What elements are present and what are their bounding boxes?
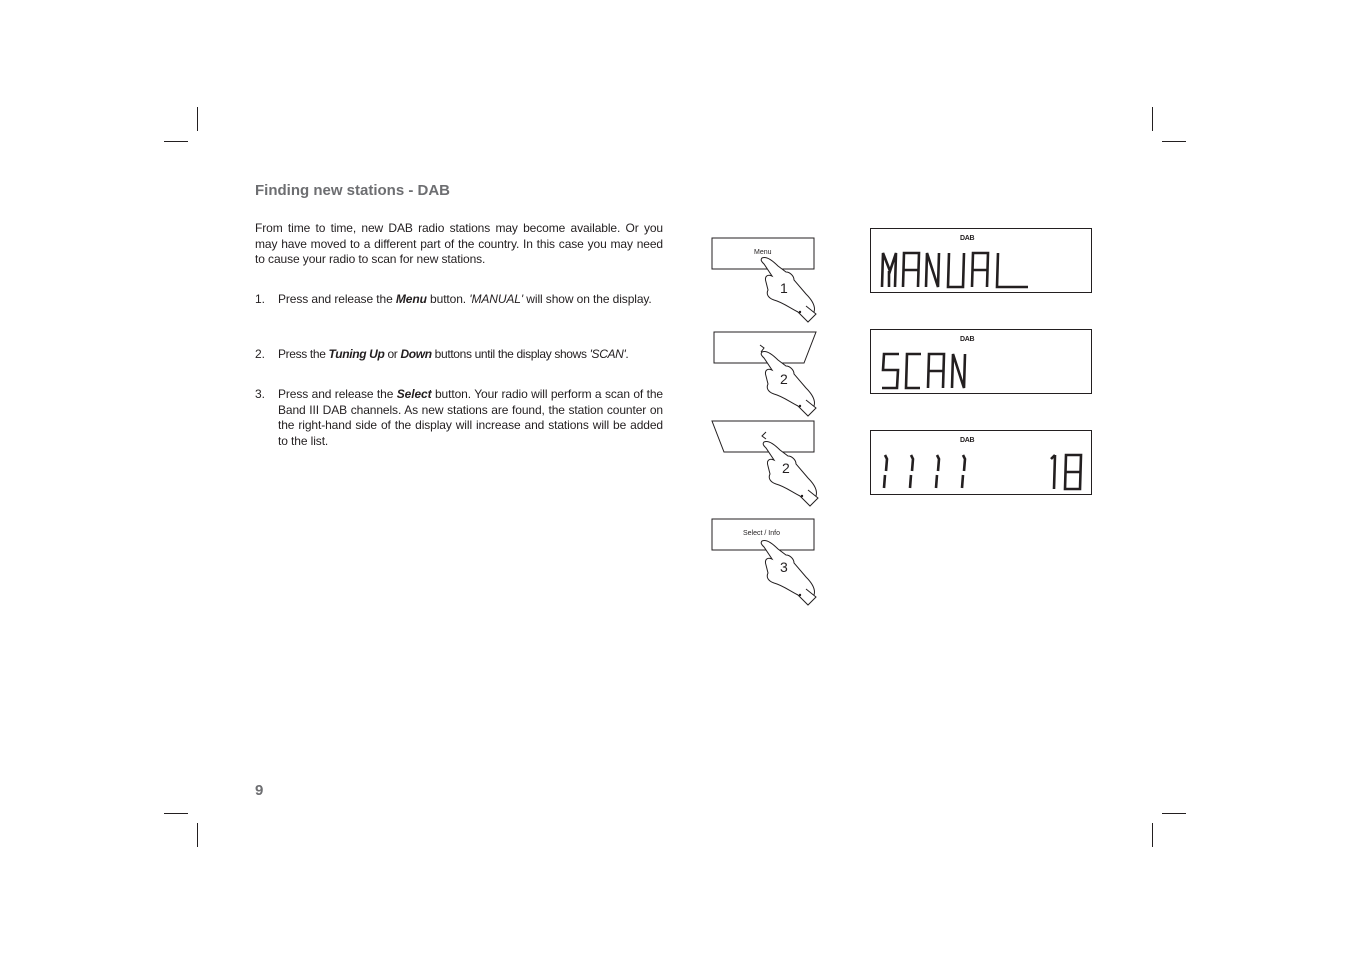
- lcd-display-manual: [870, 228, 1092, 293]
- step-3: [255, 387, 663, 449]
- step-badge: 3: [780, 559, 788, 575]
- step-text: Press and release the Select button. Your radio will perform a scan of the Band III DAB channels. As new stations are found, the station counter on the right-hand side of the display will increase and stations will be added to the list.: [278, 387, 663, 448]
- tuning-up-button-figure: [710, 328, 830, 423]
- crop-mark: [164, 141, 188, 142]
- step-text: Press and release the Menu button. 'MANUAL' will show on the display.: [278, 292, 652, 306]
- pressing-hand-icon: [710, 418, 830, 513]
- crop-mark: [197, 823, 198, 847]
- step-number: 1.: [255, 292, 266, 306]
- dab-indicator: DAB: [960, 336, 975, 343]
- step-badge: 2: [782, 460, 790, 476]
- step-2: [255, 347, 663, 363]
- lcd-display-station-counter: [870, 430, 1092, 495]
- crop-mark: [164, 813, 188, 814]
- dab-indicator: DAB: [960, 437, 975, 444]
- crop-mark: [197, 107, 198, 131]
- section-title: Finding new stations - DAB: [255, 182, 450, 199]
- dab-indicator: DAB: [960, 235, 975, 242]
- crop-mark: [1152, 823, 1153, 847]
- step-number: 2.: [255, 347, 266, 361]
- step-text: Press the Tuning Up or Down buttons until the display shows 'SCAN'.: [278, 347, 629, 361]
- intro-paragraph: From time to time, new DAB radio stations may become available. Or you may have moved to a different part of the country. In this case you may need to cause your radio to scan for new stations.: [255, 221, 663, 266]
- lcd-segment-text: [871, 229, 1091, 292]
- button-label: Select / Info: [743, 530, 780, 537]
- crop-mark: [1162, 813, 1186, 814]
- step-badge: 1: [780, 280, 788, 296]
- step-badge: 2: [780, 371, 788, 387]
- menu-button-figure: [710, 236, 830, 331]
- button-label: Menu: [754, 249, 772, 256]
- select-info-button-figure: [710, 517, 830, 612]
- lcd-display-scan: [870, 329, 1092, 394]
- step-number: 3.: [255, 387, 266, 401]
- pressing-hand-icon: [710, 328, 830, 423]
- crop-mark: [1152, 107, 1153, 131]
- lcd-segment-text: [871, 330, 1091, 393]
- lcd-segment-text: [871, 431, 1091, 494]
- step-1: [255, 292, 663, 308]
- tuning-down-button-figure: [710, 418, 830, 513]
- crop-mark: [1162, 141, 1186, 142]
- page-number: 9: [255, 782, 264, 799]
